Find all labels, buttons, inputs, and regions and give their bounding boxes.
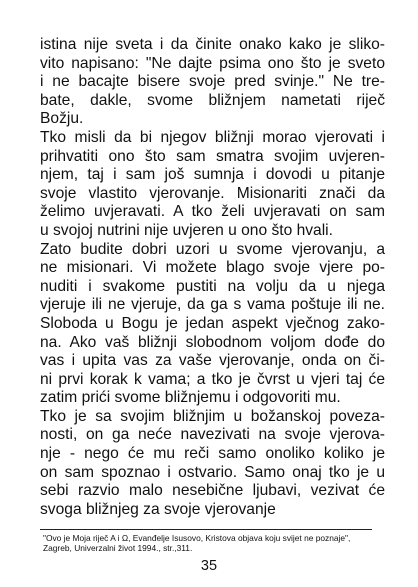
text-line: svoga bližnjeg za svoje vjerovanje — [40, 500, 276, 518]
footnote — [43, 533, 388, 554]
text-line: on sam spoznao i ostvario. Samo onaj tko je u — [40, 463, 385, 481]
footnote-line: "Ovo je Moja riječ A i Ω, Evanđelje Isusovo, Kristova objava koju svijet ne poznaje", — [43, 533, 351, 543]
paragraph — [40, 408, 385, 520]
text-line: sebi razvio malo nesebične ljubavi, vezivat će — [40, 482, 385, 500]
text-line: istina nije sveta i da činite onako kako je sliko- — [40, 36, 385, 53]
text-line: vito napisano: "Ne dajte psima ono što je sveto — [40, 54, 385, 72]
paragraph — [40, 241, 385, 408]
text-line: Zato budite dobri uzori u svome vjerovanju, a — [40, 240, 385, 258]
text-line: nosti, on ga neće navezivati na svoje vjerova- — [40, 426, 385, 444]
text-line: bate, dakle, svome bližnjem nametati riječ — [40, 91, 385, 109]
text-line: svoje vlastito vjerovanje. Misionariti znači da — [40, 184, 385, 202]
footnote-line: Zagreb, Univerzalni život 1994., str.,311. — [43, 543, 193, 554]
text-line: njem, taj i sam još sumnja i dovodi u pitanje — [40, 166, 385, 184]
text-line: prihvatiti ono što sam smatra svojim uvjeren- — [40, 147, 385, 165]
paragraph — [40, 36, 385, 129]
text-line: u svojoj nutrini nije uvjeren u ono što hvali. — [40, 221, 333, 239]
text-line: Sloboda u Bogu je jedan aspekt vječnog zako- — [40, 314, 385, 332]
text-line: nje - nego će mu reči samo onoliko koliko je — [40, 445, 385, 463]
text-line: vjeruje ili ne vjeruje, da ga s vama poštuje ili ne. — [40, 296, 385, 314]
footnote-divider — [40, 529, 372, 530]
text-line: želimo uvjeravati. A tko želi uvjeravati on sam — [40, 203, 385, 221]
text-line: na. Ako vaš bližnji slobodnom voljom dođe do — [40, 333, 385, 351]
text-line: Tko misli da bi njegov bližnji morao vjerovati i — [40, 128, 385, 146]
body-text — [40, 36, 385, 519]
text-line: ne misionari. Vi možete blago svoje vjere po- — [40, 259, 385, 277]
text-line: zatim prići svome bližnjemu i odgovoriti mu. — [40, 389, 341, 407]
text-line: nuditi i svakome pustiti na volju da u njega — [40, 277, 385, 295]
paragraph — [40, 129, 385, 241]
text-line: Božju. — [40, 110, 84, 128]
text-line: Tko je sa svojim bližnjim u božanskoj poveza- — [40, 407, 385, 425]
page-number: 35 — [200, 558, 218, 574]
text-line: i ne bacajte bisere svoje pred svinje." Ne tre- — [40, 73, 385, 91]
text-line: vas i upita vas za vaše vjerovanje, onda on či- — [40, 352, 385, 370]
text-line: ni prvi korak k vama; a tko je čvrst u vjeri taj će — [40, 370, 385, 388]
